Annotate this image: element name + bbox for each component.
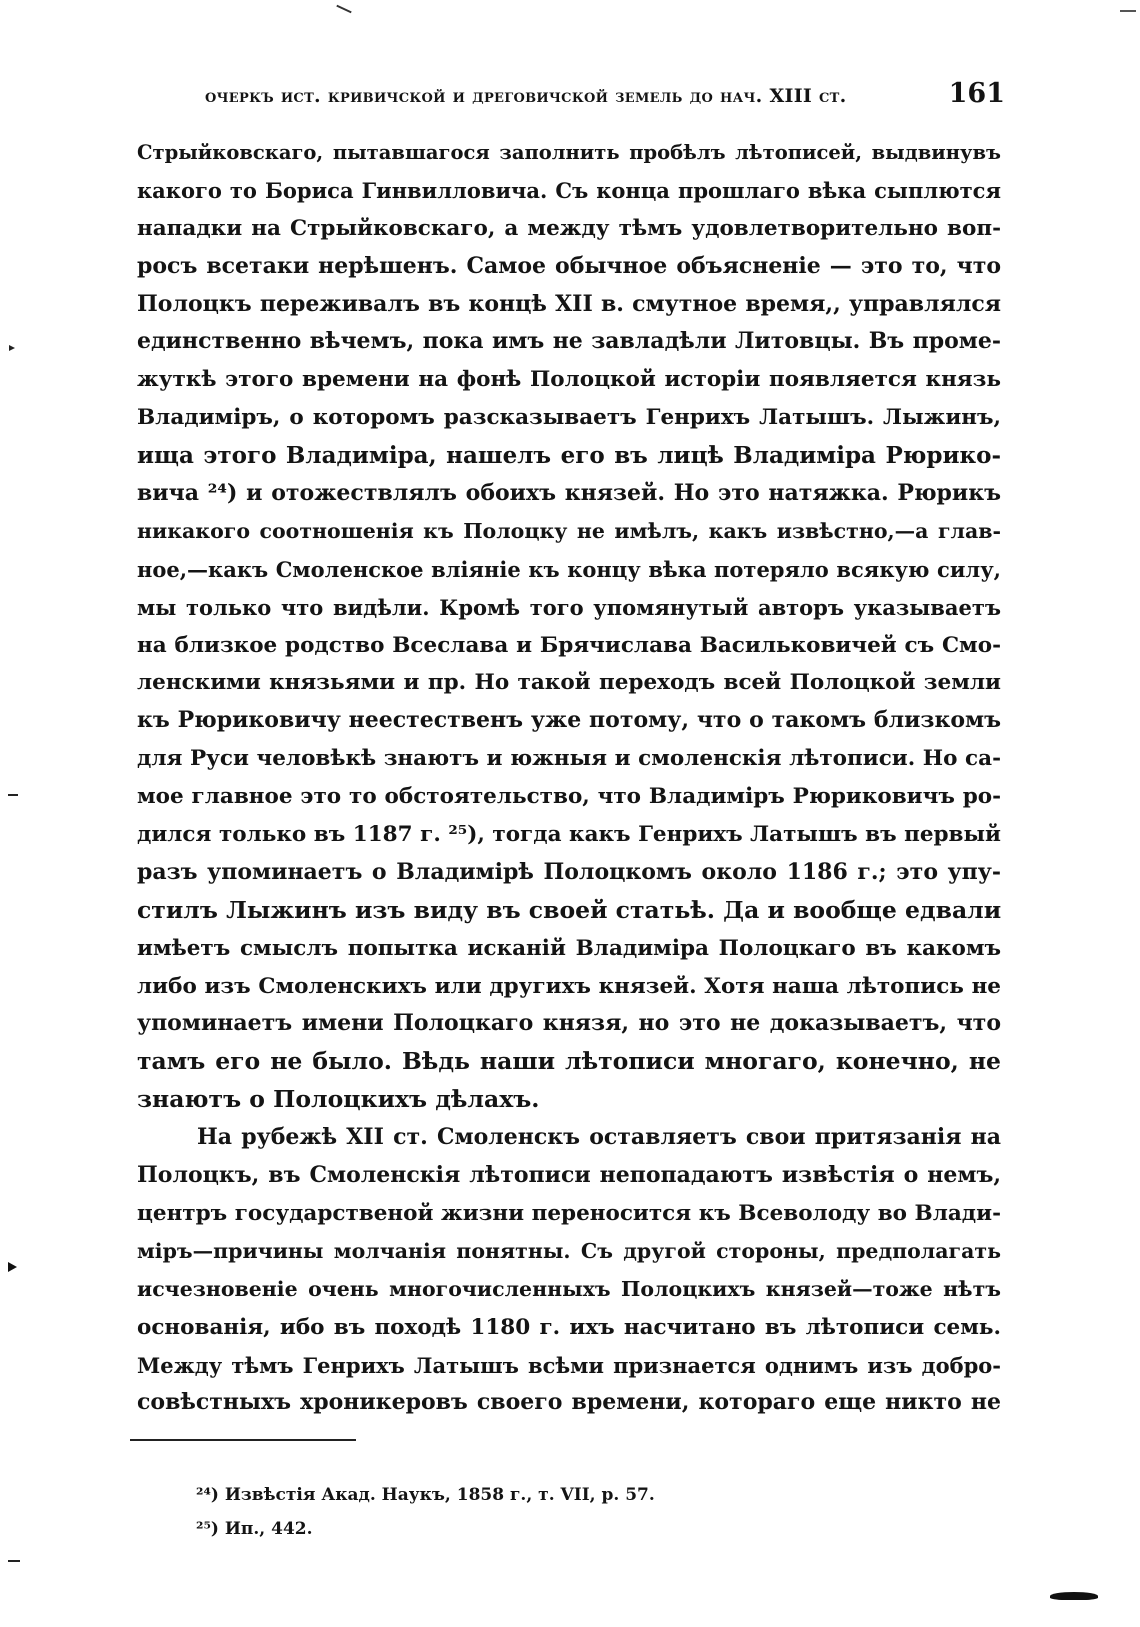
text-line: къ Рюриковичу неестественъ уже потому, что о такомъ близкомъ — [137, 707, 1001, 734]
text-line: мое главное это то обстоятельство, что Владиміръ Рюриковичъ ро- — [137, 784, 1001, 810]
footnote: ²⁴) Извѣстія Акад. Наукъ, 1858 г., т. VII, р. 57. — [196, 1485, 655, 1505]
text-line: росъ всетаки нерѣшенъ. Самое обычное объясненіе — это то, что — [137, 252, 1001, 279]
text-line: упоминаетъ имени Полоцкаго князя, но это не доказываетъ, что — [137, 1010, 1001, 1037]
footnotes — [196, 1478, 655, 1546]
body-text — [137, 134, 1001, 1422]
text-line: На рубежѣ XII ст. Смоленскъ оставляетъ свои притязанія на — [197, 1124, 1001, 1151]
text-line: мы только что видѣли. Кромѣ того упомянутый авторъ указываетъ — [137, 594, 1001, 620]
text-line: имѣетъ смыслъ попытка исканій Владиміра Полоцкаго въ какомъ — [137, 935, 1001, 961]
text-line: стилъ Лыжинъ изъ виду въ своей статьѣ. Да и вообще едвали — [137, 895, 1002, 924]
text-line: исчезновеніе очень многочисленныхъ Полоцкихъ князей—тоже нѣтъ — [137, 1276, 1001, 1301]
margin-mark — [8, 1560, 20, 1562]
text-line: Полоцкъ, въ Смоленскія лѣтописи непопадаютъ извѣстія о немъ, — [137, 1162, 1001, 1189]
text-line: на близкое родство Всеслава и Брячислава Васильковичей съ Смо- — [137, 632, 1001, 658]
text-line: Владиміръ, о которомъ разсказываетъ Генрихъ Латышъ. Лыжинъ, — [137, 405, 1001, 431]
text-line: міръ—причины молчанія понятны. Съ другой стороны, предполагать — [137, 1238, 1001, 1263]
text-line: для Руси человѣкѣ знаютъ и южныя и смоленскія лѣтописи. Но са- — [137, 746, 1001, 772]
page-header — [205, 78, 1005, 109]
text-line: разъ упоминаетъ о Владимірѣ Полоцкомъ около 1186 г.; это упу- — [137, 858, 1001, 885]
text-line: единственно вѣчемъ, пока имъ не завладѣли Литовцы. Въ проме- — [137, 328, 1001, 355]
text-line: основанія, ибо въ походѣ 1180 г. ихъ насчитано въ лѣтописи семь. — [137, 1314, 1001, 1340]
ink-blot — [1050, 1592, 1098, 1600]
margin-mark — [8, 1262, 17, 1272]
text-line: никакого соотношенія къ Полоцку не имѣлъ, какъ извѣстно,—а глав- — [137, 518, 1001, 543]
text-line: ища этого Владиміра, нашелъ его въ лицѣ Владиміра Рюрико- — [137, 442, 1001, 470]
margin-mark — [9, 345, 15, 351]
text-line: центръ государственой жизни переносится къ Всеволоду во Влади- — [137, 1200, 1001, 1226]
text-line: ное,—какъ Смоленское вліяніе къ концу вѣка потеряло всякую силу, — [137, 556, 1001, 582]
text-line: Между тѣмъ Генрихъ Латышъ всѣми признается однимъ изъ добро- — [137, 1352, 1001, 1378]
text-line: знаютъ о Полоцкихъ дѣлахъ. — [137, 1085, 540, 1114]
text-line: нападки на Стрыйковскаго, а между тѣмъ удовлетворительно воп- — [137, 215, 1001, 241]
scan-speck — [1120, 10, 1136, 12]
text-line: тамъ его не было. Вѣдь наши лѣтописи многаго, конечно, не — [137, 1047, 1001, 1076]
page-number: 161 — [948, 78, 1005, 109]
footnote: ²⁵) Ип., 442. — [196, 1519, 313, 1539]
text-line: совѣстныхъ хроникеровъ своего времени, котораго еще никто не — [137, 1389, 1001, 1416]
text-line: либо изъ Смоленскихъ или другихъ князей. Хотя наша лѣтопись не — [137, 973, 1001, 999]
text-line: ленскими князьями и пр. Но такой переходъ всей Полоцкой земли — [137, 670, 1001, 696]
text-line: дился только въ 1187 г. ²⁵), тогда какъ Генрихъ Латышъ въ первый — [137, 822, 1001, 848]
text-line: какого то Бориса Гинвилловича. Съ конца прошлаго вѣка сыплются — [137, 177, 1001, 203]
text-line: жуткѣ этого времени на фонѣ Полоцкой исторіи появляется князь — [137, 367, 1001, 393]
margin-mark — [8, 794, 18, 796]
scan-speck — [336, 5, 351, 14]
text-line: вича ²⁴) и отожествлялъ обоихъ князей. Но это натяжка. Рюрикъ — [137, 480, 1001, 507]
text-line: Стрыйковскаго, пытавшагося заполнить пробѣлъ лѣтописей, выдвинувъ — [137, 141, 1001, 164]
text-line: Полоцкъ переживалъ въ концѣ XII в. смутное время,, управлялся — [137, 290, 1001, 317]
running-title: очеркъ ист. кривичской и дреговичской земель до нач. XIII ст. — [205, 85, 847, 107]
footnote-divider — [130, 1439, 356, 1441]
